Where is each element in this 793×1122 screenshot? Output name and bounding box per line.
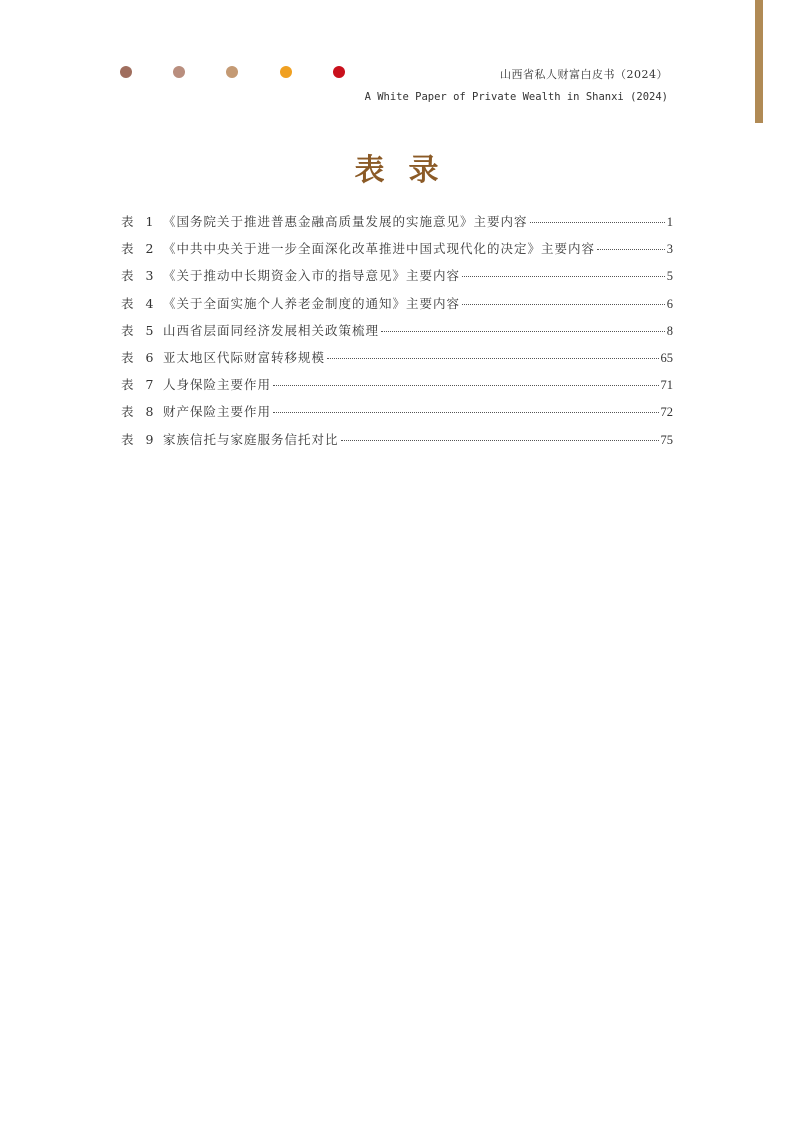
toc-entry-number: 表 4	[121, 295, 158, 311]
toc-entry-number: 表 2	[121, 241, 158, 257]
toc-entry[interactable]	[121, 212, 673, 239]
toc-entry-page: 1	[666, 215, 673, 229]
toc-entry[interactable]	[121, 239, 673, 266]
toc-entry-page: 3	[666, 242, 673, 257]
page-title: 表录	[354, 153, 463, 188]
toc-entry[interactable]	[121, 402, 673, 429]
table-of-tables	[121, 212, 673, 457]
decorative-dot	[120, 66, 132, 78]
toc-dot-leader	[381, 331, 665, 332]
toc-entry[interactable]	[121, 294, 673, 321]
toc-entry-number: 表 8	[121, 404, 158, 420]
toc-entry-page: 72	[660, 405, 673, 420]
toc-entry[interactable]	[121, 430, 673, 457]
toc-entry-page: 6	[666, 296, 673, 311]
toc-dot-leader	[273, 412, 658, 413]
toc-entry-title: 《关于推动中长期资金入市的指导意见》主要内容	[163, 268, 461, 284]
toc-entry-page: 8	[666, 323, 673, 338]
toc-dot-leader	[341, 440, 659, 441]
toc-entry-title: 山西省层面同经济发展相关政策梳理	[163, 322, 380, 338]
toc-dot-leader	[273, 385, 658, 386]
side-accent-bar	[755, 0, 763, 123]
toc-entry-page: 71	[660, 378, 673, 393]
toc-entry-title: 家族信托与家庭服务信托对比	[163, 431, 339, 447]
toc-dot-leader	[597, 249, 665, 250]
toc-dot-leader	[327, 358, 658, 359]
toc-entry[interactable]	[121, 375, 673, 402]
toc-entry-page: 5	[666, 269, 673, 284]
toc-entry-number: 表 9	[121, 431, 158, 447]
toc-dot-leader	[530, 222, 665, 223]
decorative-dot	[226, 66, 238, 78]
toc-entry-title: 《中共中央关于进一步全面深化改革推进中国式现代化的决定》主要内容	[163, 241, 596, 257]
decorative-dot	[333, 66, 345, 78]
toc-entry[interactable]	[121, 321, 673, 348]
decorative-dot	[173, 66, 185, 78]
header-title-en: A White Paper of Private Wealth in Shanxi (2024)	[364, 91, 668, 103]
toc-entry-number: 表 1	[121, 214, 158, 229]
decorative-dot	[280, 66, 292, 78]
toc-entry-title: 《关于全面实施个人养老金制度的通知》主要内容	[163, 295, 461, 311]
toc-dot-leader	[462, 276, 665, 277]
toc-entry-number: 表 3	[121, 268, 158, 284]
toc-entry[interactable]	[121, 348, 673, 375]
header-title-cn: 山西省私人财富白皮书（2024）	[500, 68, 668, 81]
toc-entry-title: 亚太地区代际财富转移规模	[163, 349, 326, 365]
toc-entry-number: 表 5	[121, 322, 158, 338]
toc-entry[interactable]	[121, 266, 673, 293]
toc-entry-title: 人身保险主要作用	[163, 377, 272, 393]
toc-entry-number: 表 7	[121, 377, 158, 393]
toc-dot-leader	[462, 304, 665, 305]
toc-entry-title: 《国务院关于推进普惠金融高质量发展的实施意见》主要内容	[163, 214, 528, 229]
toc-entry-page: 75	[660, 432, 673, 447]
toc-entry-page: 65	[660, 350, 673, 365]
toc-entry-title: 财产保险主要作用	[163, 404, 272, 420]
toc-entry-number: 表 6	[121, 349, 158, 365]
